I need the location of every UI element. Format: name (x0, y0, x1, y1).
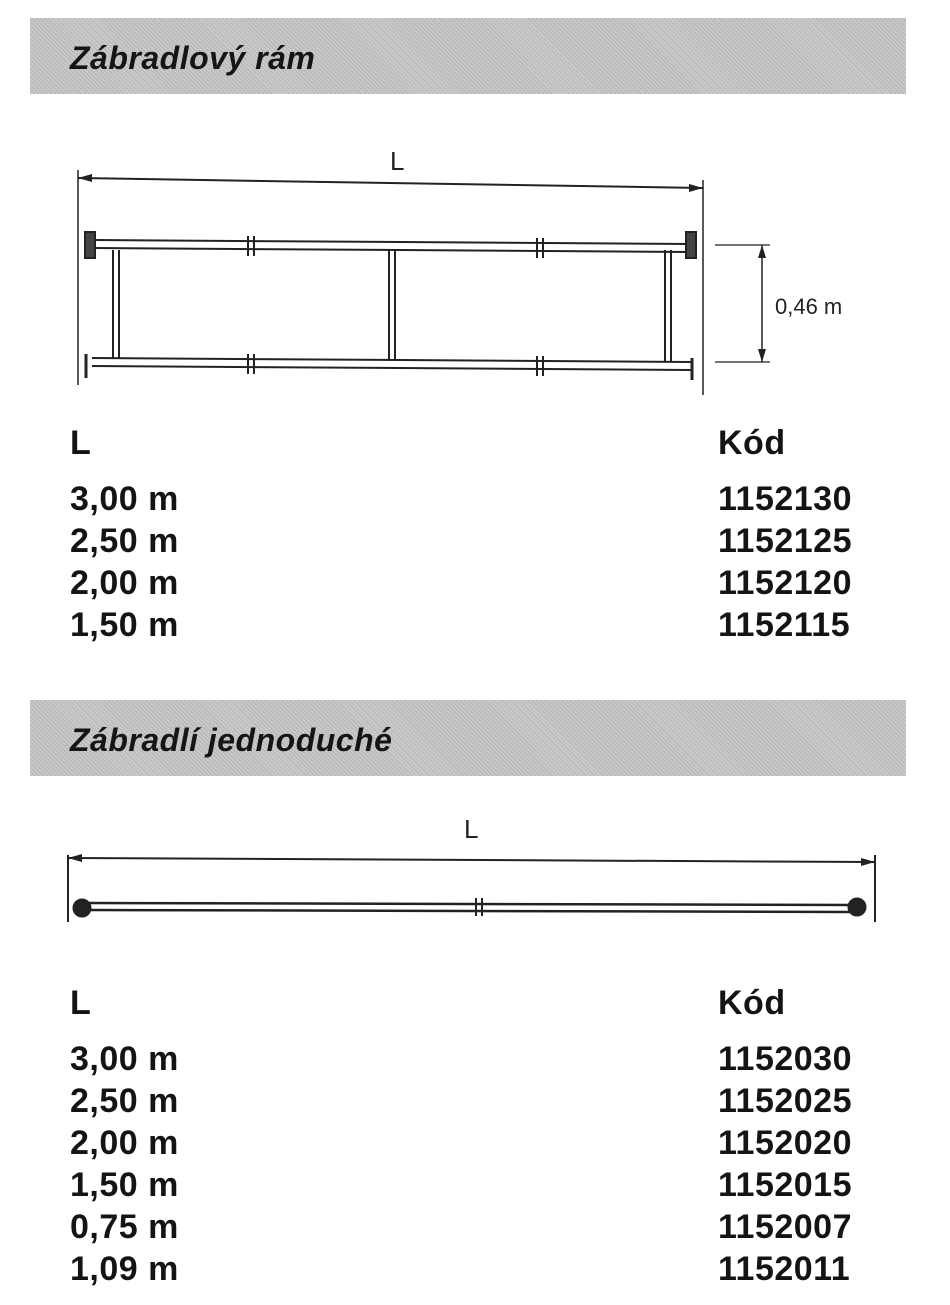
table-row (0, 564, 950, 608)
row-code: 1152015 (718, 1166, 852, 1204)
table-row (0, 522, 950, 566)
row-code: 1152130 (718, 480, 852, 518)
row-code: 1152011 (718, 1250, 851, 1288)
table-row (0, 1166, 950, 1210)
section-banner-guardrail-frame (30, 18, 906, 94)
row-length: 2,00 m (70, 1124, 179, 1162)
row-length: 3,00 m (70, 480, 179, 518)
row-code: 1152125 (718, 522, 852, 560)
row-length: 0,75 m (70, 1208, 179, 1246)
section-banner-single-guardrail (30, 700, 906, 776)
row-length: 2,50 m (70, 1082, 179, 1120)
row-code: 1152115 (718, 606, 851, 644)
row-code: 1152007 (718, 1208, 852, 1246)
header-code: Kód (718, 424, 786, 462)
guardrail-frame-drawing (0, 140, 950, 400)
height-dimension-label: 0,46 m (775, 294, 843, 319)
section-title: Zábradlový rám (70, 40, 316, 76)
table-row (0, 1040, 950, 1084)
header-length: L (70, 424, 92, 462)
row-length: 2,00 m (70, 564, 179, 602)
table-header (0, 984, 950, 1028)
table-row (0, 1208, 950, 1252)
table-row (0, 1124, 950, 1168)
row-length: 1,09 m (70, 1250, 179, 1288)
row-length: 3,00 m (70, 1040, 179, 1078)
length-dimension-label: L (464, 814, 479, 844)
row-code: 1152020 (718, 1124, 852, 1162)
table-row (0, 1250, 950, 1294)
header-length: L (70, 984, 92, 1022)
row-length: 1,50 m (70, 606, 179, 644)
table-row (0, 480, 950, 524)
single-guardrail-drawing (0, 810, 950, 940)
table-header (0, 424, 950, 468)
row-code: 1152025 (718, 1082, 852, 1120)
table-row (0, 1082, 950, 1126)
row-code: 1152030 (718, 1040, 852, 1078)
row-length: 1,50 m (70, 1166, 179, 1204)
row-length: 2,50 m (70, 522, 179, 560)
header-code: Kód (718, 984, 786, 1022)
section-title: Zábradlí jednoduché (70, 722, 393, 758)
table-row (0, 606, 950, 650)
length-dimension-label: L (390, 146, 405, 176)
row-code: 1152120 (718, 564, 852, 602)
